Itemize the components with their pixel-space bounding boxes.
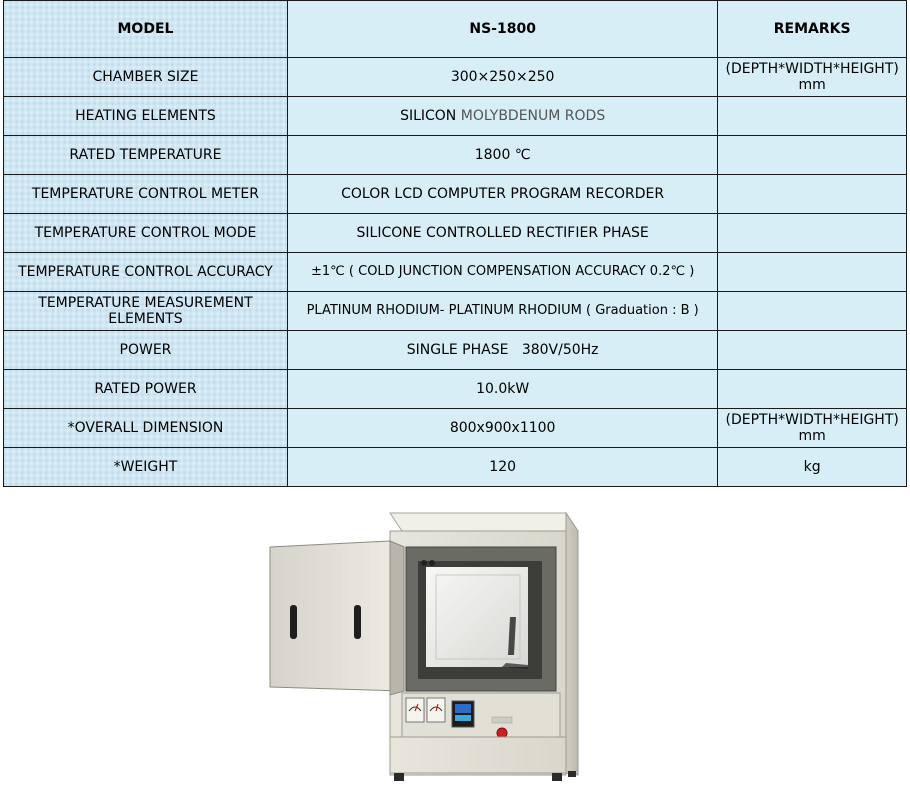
row-value-part-a: SILICON <box>400 108 461 124</box>
row-label: POWER <box>4 331 288 370</box>
table-row <box>4 448 907 487</box>
spec-table <box>3 0 907 487</box>
table-row <box>4 175 907 214</box>
table-header-row <box>4 1 907 58</box>
row-value: 300×250×250 <box>287 58 717 97</box>
row-label: *OVERALL DIMENSION <box>4 409 288 448</box>
row-remark <box>718 97 907 136</box>
table-row <box>4 292 907 331</box>
row-value: SILICONE CONTROLLED RECTIFIER PHASE <box>287 214 717 253</box>
row-value: PLATINUM RHODIUM- PLATINUM RHODIUM ( Graduation : B ) <box>287 292 717 331</box>
row-label: RATED POWER <box>4 370 288 409</box>
row-remark <box>718 292 907 331</box>
table-row <box>4 97 907 136</box>
table-row <box>4 370 907 409</box>
row-label: RATED TEMPERATURE <box>4 136 288 175</box>
row-value: COLOR LCD COMPUTER PROGRAM RECORDER <box>287 175 717 214</box>
table-row <box>4 136 907 175</box>
row-remark <box>718 214 907 253</box>
model-value: NS-1800 <box>287 1 717 58</box>
row-value: ±1℃ ( COLD JUNCTION COMPENSATION ACCURACY 0.2℃ ) <box>287 253 717 292</box>
row-value: 120 <box>287 448 717 487</box>
row-label: TEMPERATURE MEASUREMENT ELEMENTS <box>4 292 288 331</box>
row-remark: (DEPTH*WIDTH*HEIGHT) mm <box>718 409 907 448</box>
furnace-photo <box>266 505 586 795</box>
table-row <box>4 409 907 448</box>
row-value: 800x900x1100 <box>287 409 717 448</box>
row-remark: (DEPTH*WIDTH*HEIGHT) mm <box>718 58 907 97</box>
table-row <box>4 253 907 292</box>
row-remark <box>718 331 907 370</box>
row-remark <box>718 175 907 214</box>
row-label: TEMPERATURE CONTROL METER <box>4 175 288 214</box>
furnace-illustration <box>266 505 586 795</box>
row-value: 10.0kW <box>287 370 717 409</box>
row-value: 1800 ℃ <box>287 136 717 175</box>
row-value: SINGLE PHASE 380V/50Hz <box>287 331 717 370</box>
row-value <box>287 97 717 136</box>
row-label: TEMPERATURE CONTROL ACCURACY <box>4 253 288 292</box>
model-label: MODEL <box>4 1 288 58</box>
row-label: HEATING ELEMENTS <box>4 97 288 136</box>
row-remark <box>718 370 907 409</box>
table-row <box>4 58 907 97</box>
table-row <box>4 214 907 253</box>
remarks-label: REMARKS <box>718 1 907 58</box>
row-remark <box>718 136 907 175</box>
row-value-part-b: MOLYBDENUM RODS <box>460 108 606 124</box>
row-remark: kg <box>718 448 907 487</box>
row-label: CHAMBER SIZE <box>4 58 288 97</box>
row-label: TEMPERATURE CONTROL MODE <box>4 214 288 253</box>
row-label: *WEIGHT <box>4 448 288 487</box>
row-remark <box>718 253 907 292</box>
table-row <box>4 331 907 370</box>
